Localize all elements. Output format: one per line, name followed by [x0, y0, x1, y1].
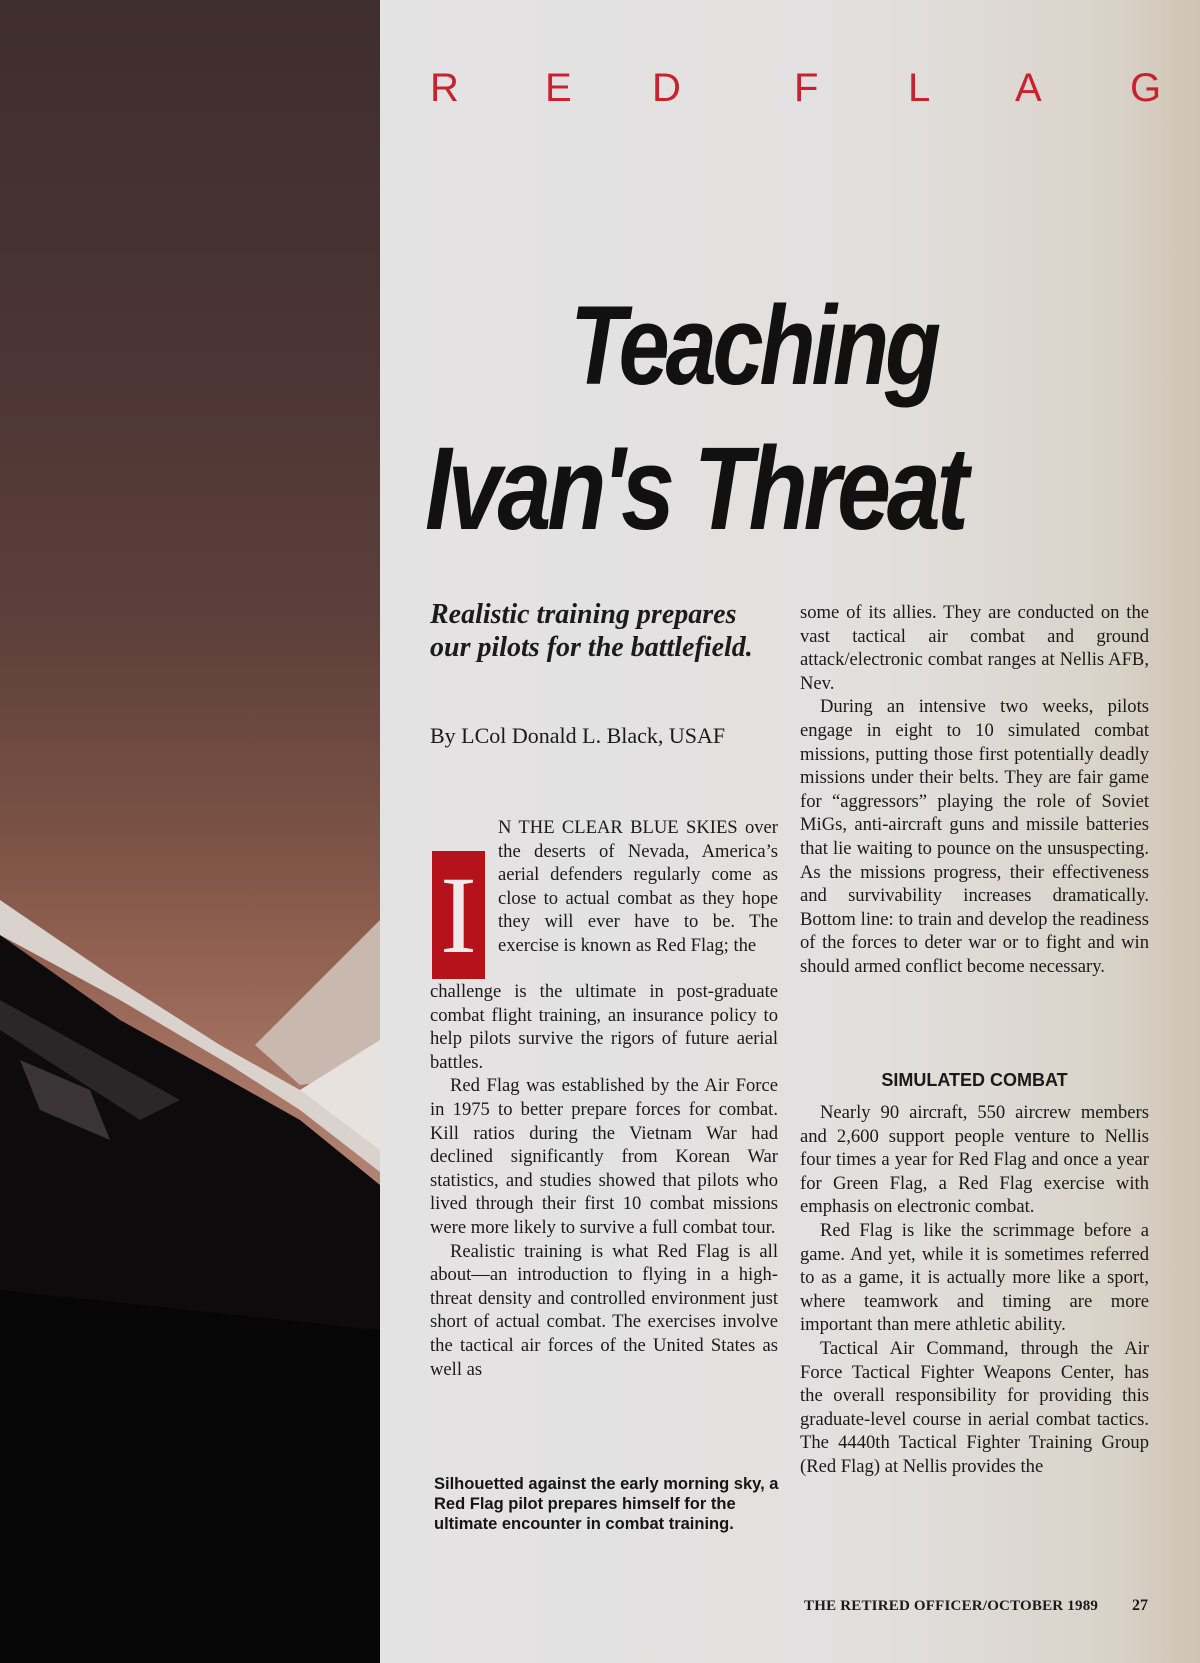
body-paragraph: Red Flag was established by the Air Force in 1975 to better prepare forces for combat. Kill ratios during the Vietnam War had declined significantly from Korean War statistics, and studies showed that pilots who lived through their first 10 combat missions were more likely to survive a full combat tour.	[430, 1075, 778, 1238]
article-byline: By LCol Donald L. Black, USAF	[430, 723, 726, 748]
section-subhead: SIMULATED COMBAT	[881, 1070, 1068, 1090]
section-title-letter: R	[430, 66, 459, 110]
section-title-letter: D	[652, 66, 681, 110]
body-paragraph: some of its allies. They are conducted on the vast tactical air combat and ground attack/electronic combat ranges at Nellis AFB, Nev.	[800, 602, 1149, 694]
cover-photo	[0, 0, 380, 1663]
cockpit-silhouette	[0, 0, 380, 1663]
body-column-right	[800, 601, 1149, 979]
drop-cap: I	[432, 851, 485, 979]
section-title-letter: L	[908, 66, 931, 110]
page-number: 27	[1132, 1597, 1148, 1614]
body-paragraph: challenge is the ultimate in post-graduate combat flight training, an insurance policy to help pilots survive the rigors of future aerial battles.	[430, 981, 778, 1073]
body-paragraph: Red Flag is like the scrimmage before a game. And yet, while it is sometimes referred to as a game, it is actually more like a sport, where teamwork and timing are more important than mere athletic ability.	[800, 1219, 1149, 1336]
body-paragraph: Tactical Air Command, through the Air Force Tactical Fighter Weapons Center, has the overall responsibility for providing this graduate-level course in aerial combat tactics. The 4440th Tactical Fighter Training Group (Red Flag) at Nellis provides the	[800, 1337, 1149, 1477]
section-title-letter: E	[545, 66, 572, 110]
body-column-right-continued	[800, 1101, 1149, 1479]
body-paragraph: Nearly 90 aircraft, 550 aircrew members and 2,600 support people venture to Nellis four times a year for Red Flag and once a year for Green Flag, a Red Flag exercise with emphasis on electronic combat.	[800, 1102, 1149, 1218]
section-title	[430, 66, 1160, 126]
body-column-left	[430, 980, 778, 1381]
body-paragraph: Realistic training is what Red Flag is all about—an introduction to flying in a high-threat density and controlled environment just short of actual combat. The exercises involve the tactical air forces of the United States as well as	[430, 1240, 778, 1380]
article-deck: Realistic training prepares our pilots for the battlefield.	[430, 599, 753, 663]
section-title-letter: A	[1015, 66, 1042, 110]
body-column-left-intro	[498, 816, 778, 958]
headline-line-1: Teaching	[570, 283, 937, 408]
photo-caption: Silhouetted against the early morning sky, a Red Flag pilot prepares himself for the ultimate encounter in combat training.	[434, 1475, 779, 1533]
section-title-letter: G	[1130, 66, 1162, 110]
section-title-letter: F	[794, 66, 819, 110]
page-footer: THE RETIRED OFFICER/OCTOBER 1989	[804, 1598, 1099, 1614]
body-paragraph: N THE CLEAR BLUE SKIES over the deserts of Nevada, America’s aerial defenders regularly come as close to actual combat as they hope they will ever have to be. The exercise is known as Red Flag; the	[498, 817, 778, 956]
body-paragraph: During an intensive two weeks, pilots engage in eight to 10 simulated combat missions, putting those first potentially deadly missions under their belts. They are fair game for “aggressors” playing the role of Soviet MiGs, anti-aircraft guns and missile batteries that lie waiting to pounce on the unsuspecting. As the missions progress, their effectiveness and survivability increases dramatically. Bottom line: to train and develop the readiness of the forces to deter war or to fight and win should armed conflict become necessary.	[800, 696, 1149, 977]
headline-line-2: Ivan's Threat	[425, 423, 965, 555]
